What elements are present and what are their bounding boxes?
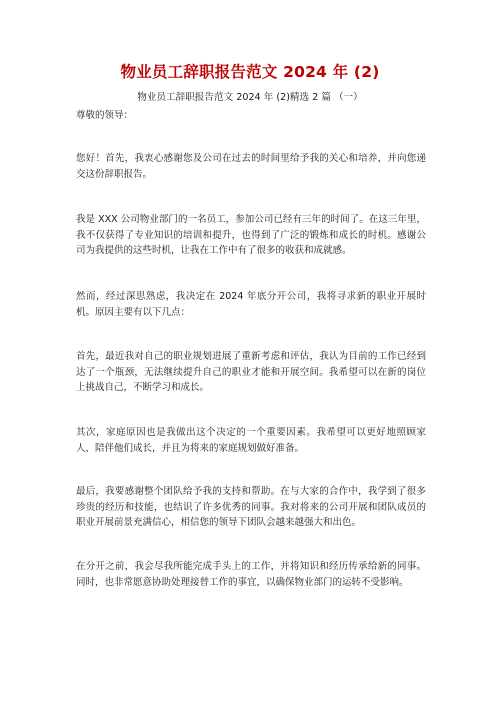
paragraph-reason-first: 首先，最近我对自己的职业规划进展了重新考虑和评估，我认为目前的工作已经到达了一个瓶颈，无法继续提升自己的职业才能和开展空间。我希望可以在新的岗位上挑战自己，不断学习和成长。 xyxy=(76,351,426,393)
paragraph-thanks: 最后，我要感谢整个团队给予我的支持和帮助。在与大家的合作中，我学到了很多珍贵的经历和技能，也结识了许多优秀的同事。我对将来的公司开展和团队成员的职业开展前景充满信心，相信您的领导下团队会越来越强大和出色。 xyxy=(76,486,426,528)
paragraph-introduction: 我是 XXX 公司物业部门的一名员工，参加公司已经有三年的时间了。在这三年里，我不仅获得了专业知识的培训和提升，也得到了广泛的锻炼和成长的时机。感谢公司为我提供的这些时机，让我在工作中有了很多的收获和成就感。 xyxy=(76,214,426,256)
paragraph-handover: 在分开之前，我会尽我所能完成手头上的工作，并将知识和经历传承给新的同事。同时，也非常愿意协助处理接替工作的事宜，以确保物业部门的运转不受影响。 xyxy=(76,561,426,588)
salutation: 尊敬的领导： xyxy=(76,110,134,121)
document-title: 物业员工辞职报告范文 2024 年 (2) xyxy=(120,63,380,81)
paragraph-greeting: 您好！首先，我衷心感谢您及公司在过去的时间里给予我的关心和培养，并向您递交这份辞职报告。 xyxy=(76,153,426,180)
paragraph-decision: 然而，经过深思熟虑，我决定在 2024 年底分开公司，我将寻求新的职业开展时机。原因主要有以下几点： xyxy=(76,291,426,318)
document-subtitle: 物业员工辞职报告范文 2024 年 (2)精选 2 篇 （一） xyxy=(137,92,363,103)
paragraph-reason-second: 其次，家庭原因也是我做出这个决定的一个重要因素。我希望可以更好地照顾家人，陪伴他们成长，并且为将来的家庭规划做好准备。 xyxy=(76,427,426,454)
